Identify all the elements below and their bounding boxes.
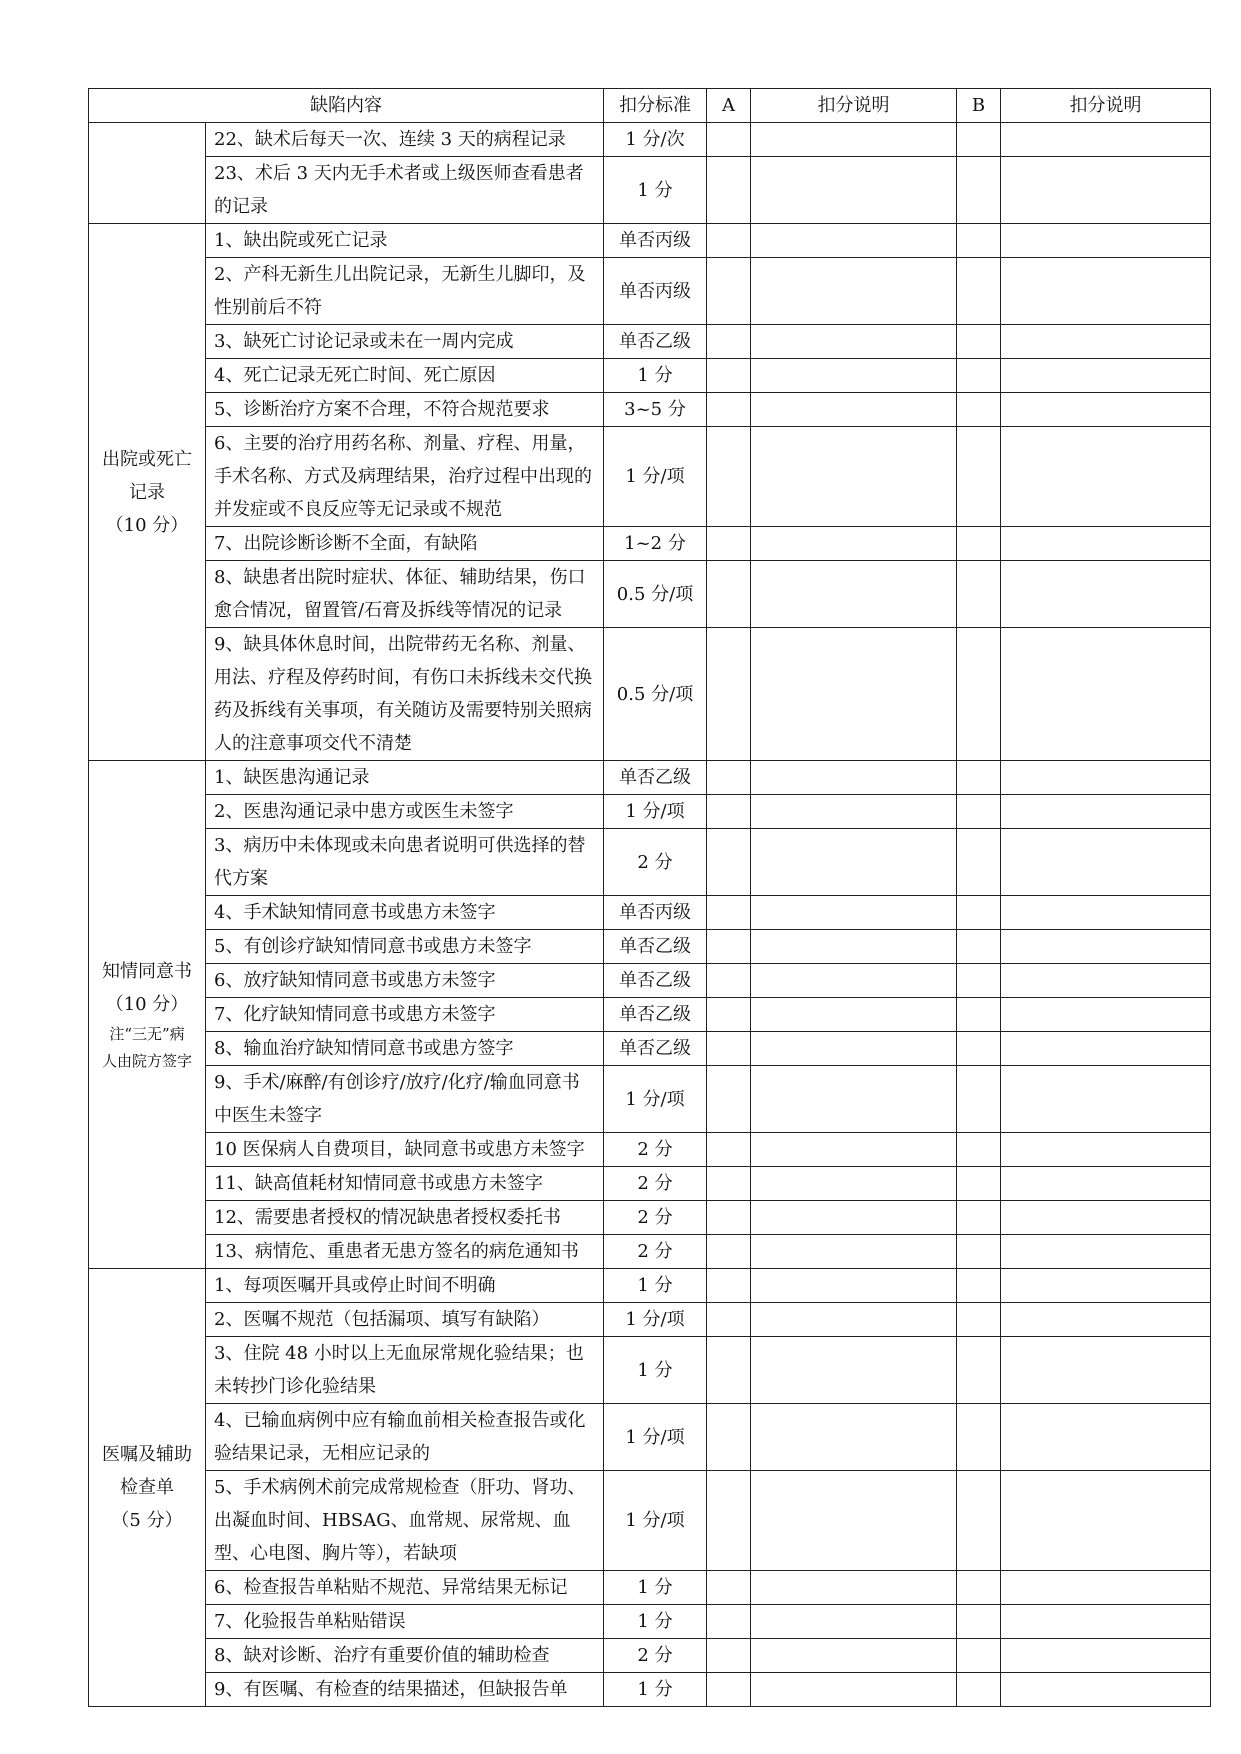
deduction-standard: 1 分/项 — [604, 795, 707, 829]
a-desc-cell[interactable] — [751, 258, 957, 325]
category-cell — [89, 123, 206, 224]
b-score-cell[interactable] — [957, 1066, 1001, 1133]
defect-item: 1、每项医嘱开具或停止时间不明确 — [206, 1269, 604, 1303]
defect-item: 8、输血治疗缺知情同意书或患方签字 — [206, 1032, 604, 1066]
table-row — [89, 998, 1211, 1032]
b-score-cell[interactable] — [957, 1032, 1001, 1066]
defect-item: 4、死亡记录无死亡时间、死亡原因 — [206, 359, 604, 393]
b-desc-cell[interactable] — [1001, 1032, 1211, 1066]
deduction-standard: 1 分/项 — [604, 1303, 707, 1337]
table-row — [89, 795, 1211, 829]
defect-item: 13、病情危、重患者无患方签名的病危通知书 — [206, 1235, 604, 1269]
deduction-standard: 1 分/项 — [604, 1471, 707, 1571]
a-desc-cell[interactable] — [751, 1032, 957, 1066]
defect-item: 9、有医嘱、有检查的结果描述，但缺报告单 — [206, 1673, 604, 1707]
category-label: 医嘱及辅助 — [102, 1444, 192, 1465]
a-score-cell[interactable] — [707, 224, 751, 258]
defect-item: 3、缺死亡讨论记录或未在一周内完成 — [206, 325, 604, 359]
table-row — [89, 527, 1211, 561]
deduction-standard: 单否乙级 — [604, 325, 707, 359]
b-score-cell[interactable] — [957, 1235, 1001, 1269]
a-score-cell[interactable] — [707, 1471, 751, 1571]
table-row — [89, 1269, 1211, 1303]
b-score-cell[interactable] — [957, 359, 1001, 393]
b-score-cell[interactable] — [957, 998, 1001, 1032]
a-desc-cell[interactable] — [751, 157, 957, 224]
deduction-standard: 1 分 — [604, 1673, 707, 1707]
deduction-standard: 1 分/次 — [604, 123, 707, 157]
table-row — [89, 1337, 1211, 1404]
b-score-cell[interactable] — [957, 1571, 1001, 1605]
category-note: 注“三无”病 — [109, 1024, 185, 1043]
defect-item: 5、手术病例术前完成常规检查（肝功、肾功、出凝血时间、HBSAG、血常规、尿常规、血型、心电图、胸片等），若缺项 — [206, 1471, 604, 1571]
table-row — [89, 896, 1211, 930]
b-score-cell[interactable] — [957, 1639, 1001, 1673]
header-content: 缺陷内容 — [89, 89, 604, 123]
table-row — [89, 157, 1211, 224]
header-a: A — [707, 89, 751, 123]
b-score-cell[interactable] — [957, 393, 1001, 427]
a-desc-cell[interactable] — [751, 628, 957, 761]
a-score-cell[interactable] — [707, 761, 751, 795]
table-row — [89, 359, 1211, 393]
a-score-cell[interactable] — [707, 1032, 751, 1066]
a-desc-cell[interactable] — [751, 1471, 957, 1571]
a-desc-cell[interactable] — [751, 1133, 957, 1167]
b-score-cell[interactable] — [957, 123, 1001, 157]
defect-item: 4、手术缺知情同意书或患方未签字 — [206, 896, 604, 930]
defect-item: 12、需要患者授权的情况缺患者授权委托书 — [206, 1201, 604, 1235]
table-row — [89, 1133, 1211, 1167]
deduction-standard: 2 分 — [604, 829, 707, 896]
defect-item: 8、缺对诊断、治疗有重要价值的辅助检查 — [206, 1639, 604, 1673]
a-desc-cell[interactable] — [751, 795, 957, 829]
a-desc-cell[interactable] — [751, 1167, 957, 1201]
b-score-cell[interactable] — [957, 1605, 1001, 1639]
b-score-cell[interactable] — [957, 1269, 1001, 1303]
deduction-standard: 1 分 — [604, 359, 707, 393]
b-desc-cell[interactable] — [1001, 761, 1211, 795]
a-score-cell[interactable] — [707, 998, 751, 1032]
b-score-cell[interactable] — [957, 561, 1001, 628]
a-desc-cell[interactable] — [751, 1337, 957, 1404]
a-desc-cell[interactable] — [751, 1066, 957, 1133]
defect-item: 9、缺具体休息时间，出院带药无名称、剂量、用法、疗程及停药时间，有伤口未拆线未交代换药及拆线有关事项，有关随访及需要特别关照病人的注意事项交代不清楚 — [206, 628, 604, 761]
b-desc-cell[interactable] — [1001, 1133, 1211, 1167]
header-standard: 扣分标准 — [604, 89, 707, 123]
defect-item: 6、检查报告单粘贴不规范、异常结果无标记 — [206, 1571, 604, 1605]
table-row — [89, 427, 1211, 527]
table-row — [89, 123, 1211, 157]
b-desc-cell[interactable] — [1001, 325, 1211, 359]
b-desc-cell[interactable] — [1001, 157, 1211, 224]
deduction-standard: 单否丙级 — [604, 896, 707, 930]
deduction-standard: 2 分 — [604, 1639, 707, 1673]
b-score-cell[interactable] — [957, 1167, 1001, 1201]
category-cell — [89, 224, 206, 761]
deduction-standard: 单否乙级 — [604, 1032, 707, 1066]
b-desc-cell[interactable] — [1001, 964, 1211, 998]
b-desc-cell[interactable] — [1001, 628, 1211, 761]
category-label: （10 分） — [105, 514, 189, 536]
a-score-cell[interactable] — [707, 1404, 751, 1471]
b-desc-cell[interactable] — [1001, 1201, 1211, 1235]
deduction-standard: 2 分 — [604, 1167, 707, 1201]
a-score-cell[interactable] — [707, 123, 751, 157]
a-desc-cell[interactable] — [751, 761, 957, 795]
a-desc-cell[interactable] — [751, 896, 957, 930]
a-desc-cell[interactable] — [751, 1303, 957, 1337]
b-desc-cell[interactable] — [1001, 1605, 1211, 1639]
a-desc-cell[interactable] — [751, 1571, 957, 1605]
b-desc-cell[interactable] — [1001, 1167, 1211, 1201]
a-score-cell[interactable] — [707, 964, 751, 998]
table-row — [89, 561, 1211, 628]
header-b-desc: 扣分说明 — [1001, 89, 1211, 123]
table-row — [89, 1571, 1211, 1605]
defect-item: 3、住院 48 小时以上无血尿常规化验结果；也未转抄门诊化验结果 — [206, 1337, 604, 1404]
category-label: 知情同意书 — [102, 960, 192, 982]
table-row — [89, 1404, 1211, 1471]
defect-item: 1、缺出院或死亡记录 — [206, 224, 604, 258]
defect-item: 7、化验报告单粘贴错误 — [206, 1605, 604, 1639]
b-desc-cell[interactable] — [1001, 1673, 1211, 1707]
category-cell — [89, 761, 206, 1269]
a-desc-cell[interactable] — [751, 1201, 957, 1235]
deduction-standard: 单否丙级 — [604, 258, 707, 325]
b-score-cell[interactable] — [957, 930, 1001, 964]
defect-item: 9、手术/麻醉/有创诊疗/放疗/化疗/输血同意书中医生未签字 — [206, 1066, 604, 1133]
a-score-cell[interactable] — [707, 325, 751, 359]
a-desc-cell[interactable] — [751, 998, 957, 1032]
table-row — [89, 1471, 1211, 1571]
deduction-standard: 1~2 分 — [604, 527, 707, 561]
b-score-cell[interactable] — [957, 795, 1001, 829]
defect-item: 5、有创诊疗缺知情同意书或患方未签字 — [206, 930, 604, 964]
deduction-standard: 单否乙级 — [604, 930, 707, 964]
defect-item: 2、医患沟通记录中患方或医生未签字 — [206, 795, 604, 829]
deduction-standard: 2 分 — [604, 1235, 707, 1269]
a-score-cell[interactable] — [707, 258, 751, 325]
b-desc-cell[interactable] — [1001, 527, 1211, 561]
table-row — [89, 1066, 1211, 1133]
table-row — [89, 325, 1211, 359]
defect-item: 7、化疗缺知情同意书或患方未签字 — [206, 998, 604, 1032]
defect-item: 10 医保病人自费项目，缺同意书或患方未签字 — [206, 1133, 604, 1167]
deduction-standard: 1 分 — [604, 1605, 707, 1639]
b-desc-cell[interactable] — [1001, 427, 1211, 527]
defect-item: 1、缺医患沟通记录 — [206, 761, 604, 795]
defect-item: 8、缺患者出院时症状、体征、辅助结果，伤口愈合情况，留置管/石膏及拆线等情况的记录 — [206, 561, 604, 628]
deduction-standard: 1 分 — [604, 1269, 707, 1303]
b-desc-cell[interactable] — [1001, 930, 1211, 964]
a-desc-cell[interactable] — [751, 561, 957, 628]
b-desc-cell[interactable] — [1001, 1269, 1211, 1303]
table-row — [89, 1032, 1211, 1066]
a-score-cell[interactable] — [707, 628, 751, 761]
b-desc-cell[interactable] — [1001, 1337, 1211, 1404]
a-desc-cell[interactable] — [751, 1639, 957, 1673]
defect-scoring-table — [88, 88, 1211, 1707]
a-score-cell[interactable] — [707, 1201, 751, 1235]
b-desc-cell[interactable] — [1001, 896, 1211, 930]
a-score-cell[interactable] — [707, 1337, 751, 1404]
a-score-cell[interactable] — [707, 393, 751, 427]
b-score-cell[interactable] — [957, 1201, 1001, 1235]
b-score-cell[interactable] — [957, 1404, 1001, 1471]
a-desc-cell[interactable] — [751, 1404, 957, 1471]
b-desc-cell[interactable] — [1001, 224, 1211, 258]
deduction-standard: 3~5 分 — [604, 393, 707, 427]
a-score-cell[interactable] — [707, 561, 751, 628]
table-row — [89, 258, 1211, 325]
b-desc-cell[interactable] — [1001, 795, 1211, 829]
a-desc-cell[interactable] — [751, 964, 957, 998]
a-score-cell[interactable] — [707, 527, 751, 561]
b-score-cell[interactable] — [957, 1303, 1001, 1337]
b-desc-cell[interactable] — [1001, 258, 1211, 325]
a-score-cell[interactable] — [707, 1673, 751, 1707]
table-row — [89, 829, 1211, 896]
table-row — [89, 964, 1211, 998]
b-score-cell[interactable] — [957, 157, 1001, 224]
b-score-cell[interactable] — [957, 1471, 1001, 1571]
defect-item: 2、产科无新生儿出院记录，无新生儿脚印，及性别前后不符 — [206, 258, 604, 325]
deduction-standard: 1 分 — [604, 157, 707, 224]
a-desc-cell[interactable] — [751, 1235, 957, 1269]
b-score-cell[interactable] — [957, 224, 1001, 258]
table-row — [89, 1605, 1211, 1639]
a-desc-cell[interactable] — [751, 224, 957, 258]
deduction-standard: 1 分 — [604, 1337, 707, 1404]
a-desc-cell[interactable] — [751, 527, 957, 561]
b-score-cell[interactable] — [957, 964, 1001, 998]
b-score-cell[interactable] — [957, 628, 1001, 761]
deduction-standard: 单否乙级 — [604, 761, 707, 795]
defect-item: 22、缺术后每天一次、连续 3 天的病程记录 — [206, 123, 604, 157]
header-b: B — [957, 89, 1001, 123]
deduction-standard: 2 分 — [604, 1133, 707, 1167]
a-score-cell[interactable] — [707, 1066, 751, 1133]
b-desc-cell[interactable] — [1001, 1066, 1211, 1133]
b-desc-cell[interactable] — [1001, 1639, 1211, 1673]
deduction-standard: 单否丙级 — [604, 224, 707, 258]
deduction-standard: 2 分 — [604, 1201, 707, 1235]
a-score-cell[interactable] — [707, 1235, 751, 1269]
a-score-cell[interactable] — [707, 1167, 751, 1201]
table-row — [89, 1639, 1211, 1673]
deduction-standard: 单否乙级 — [604, 964, 707, 998]
a-desc-cell[interactable] — [751, 359, 957, 393]
defect-item: 3、病历中未体现或未向患者说明可供选择的替代方案 — [206, 829, 604, 896]
b-score-cell[interactable] — [957, 1673, 1001, 1707]
category-cell — [89, 1269, 206, 1707]
a-score-cell[interactable] — [707, 1303, 751, 1337]
table-body — [89, 123, 1211, 1707]
b-desc-cell[interactable] — [1001, 123, 1211, 157]
b-desc-cell[interactable] — [1001, 393, 1211, 427]
b-score-cell[interactable] — [957, 527, 1001, 561]
b-score-cell[interactable] — [957, 325, 1001, 359]
b-desc-cell[interactable] — [1001, 1235, 1211, 1269]
b-desc-cell[interactable] — [1001, 1303, 1211, 1337]
a-desc-cell[interactable] — [751, 1673, 957, 1707]
table-row — [89, 1167, 1211, 1201]
a-desc-cell[interactable] — [751, 930, 957, 964]
header-row — [89, 89, 1211, 123]
b-score-cell[interactable] — [957, 1337, 1001, 1404]
deduction-standard: 1 分/项 — [604, 1404, 707, 1471]
b-score-cell[interactable] — [957, 761, 1001, 795]
defect-item: 6、主要的治疗用药名称、剂量、疗程、用量，手术名称、方式及病理结果，治疗过程中出现的并发症或不良反应等无记录或不规范 — [206, 427, 604, 527]
defect-item: 5、诊断治疗方案不合理，不符合规范要求 — [206, 393, 604, 427]
deduction-standard: 1 分 — [604, 1571, 707, 1605]
deduction-standard: 单否乙级 — [604, 998, 707, 1032]
b-desc-cell[interactable] — [1001, 1571, 1211, 1605]
a-score-cell[interactable] — [707, 359, 751, 393]
category-label: （5 分） — [111, 1510, 183, 1531]
a-score-cell[interactable] — [707, 157, 751, 224]
b-score-cell[interactable] — [957, 896, 1001, 930]
a-score-cell[interactable] — [707, 896, 751, 930]
a-score-cell[interactable] — [707, 1639, 751, 1673]
b-score-cell[interactable] — [957, 427, 1001, 527]
a-desc-cell[interactable] — [751, 393, 957, 427]
b-desc-cell[interactable] — [1001, 561, 1211, 628]
deduction-standard: 0.5 分/项 — [604, 628, 707, 761]
a-score-cell[interactable] — [707, 930, 751, 964]
b-score-cell[interactable] — [957, 258, 1001, 325]
defect-item: 11、缺高值耗材知情同意书或患方未签字 — [206, 1167, 604, 1201]
category-label: （10 分） — [105, 993, 189, 1015]
a-desc-cell[interactable] — [751, 123, 957, 157]
table-row — [89, 930, 1211, 964]
deduction-standard: 0.5 分/项 — [604, 561, 707, 628]
a-desc-cell[interactable] — [751, 1605, 957, 1639]
b-score-cell[interactable] — [957, 1133, 1001, 1167]
category-note: 人由院方签字 — [101, 1051, 192, 1070]
category-label: 记录 — [129, 481, 165, 503]
table-row — [89, 1303, 1211, 1337]
table-row — [89, 1201, 1211, 1235]
a-desc-cell[interactable] — [751, 427, 957, 527]
b-desc-cell[interactable] — [1001, 998, 1211, 1032]
b-score-cell[interactable] — [957, 829, 1001, 896]
category-label: 检查单 — [120, 1477, 174, 1498]
a-desc-cell[interactable] — [751, 829, 957, 896]
table-row — [89, 1673, 1211, 1707]
a-score-cell[interactable] — [707, 795, 751, 829]
table-row — [89, 224, 1211, 258]
defect-item: 7、出院诊断诊断不全面，有缺陷 — [206, 527, 604, 561]
b-desc-cell[interactable] — [1001, 359, 1211, 393]
deduction-standard: 1 分/项 — [604, 427, 707, 527]
defect-item: 6、放疗缺知情同意书或患方未签字 — [206, 964, 604, 998]
a-score-cell[interactable] — [707, 1605, 751, 1639]
table-row — [89, 393, 1211, 427]
defect-item: 2、医嘱不规范（包括漏项、填写有缺陷） — [206, 1303, 604, 1337]
b-desc-cell[interactable] — [1001, 1471, 1211, 1571]
b-desc-cell[interactable] — [1001, 829, 1211, 896]
table-row — [89, 1235, 1211, 1269]
a-score-cell[interactable] — [707, 1571, 751, 1605]
a-score-cell[interactable] — [707, 427, 751, 527]
header-a-desc: 扣分说明 — [751, 89, 957, 123]
table-row — [89, 761, 1211, 795]
deduction-standard: 1 分/项 — [604, 1066, 707, 1133]
a-score-cell[interactable] — [707, 1133, 751, 1167]
category-label: 出院或死亡 — [102, 448, 192, 470]
a-score-cell[interactable] — [707, 829, 751, 896]
defect-item: 23、术后 3 天内无手术者或上级医师查看患者的记录 — [206, 157, 604, 224]
defect-item: 4、已输血病例中应有输血前相关检查报告或化验结果记录，无相应记录的 — [206, 1404, 604, 1471]
a-desc-cell[interactable] — [751, 1269, 957, 1303]
table-row — [89, 628, 1211, 761]
b-desc-cell[interactable] — [1001, 1404, 1211, 1471]
a-score-cell[interactable] — [707, 1269, 751, 1303]
a-desc-cell[interactable] — [751, 325, 957, 359]
